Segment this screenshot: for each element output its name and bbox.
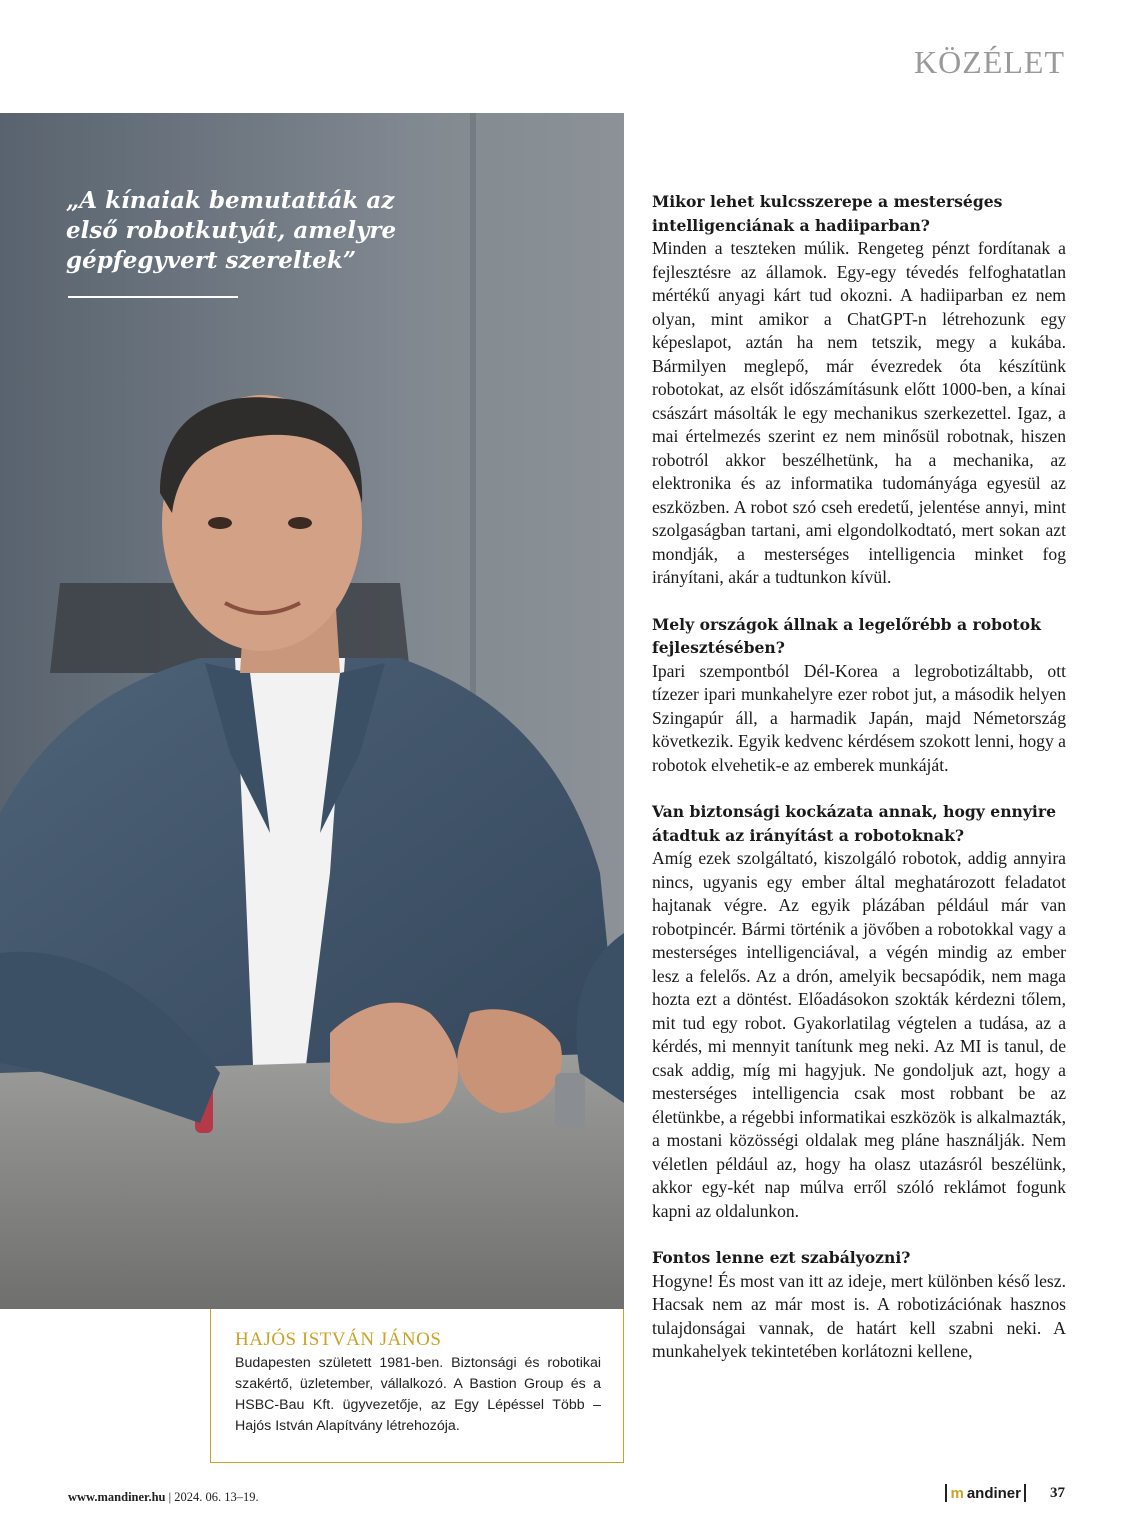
logo-rest: andiner — [966, 1484, 1021, 1502]
question: Fontos lenne ezt szabályozni? — [652, 1248, 911, 1267]
mandiner-logo — [945, 1484, 1026, 1502]
article-column — [652, 190, 1066, 1387]
answer: Amíg ezek szolgáltató, kiszolgáló robotok, addig annyira nincs, ugyanis egy ember által meghatározott feladatot hajtanak végre. Az egyik plázában például már van robotpincér. Bármi történik a jövőben a robotokkal vagy a mesterséges intelligenciával, a végén mindig az ember lesz a felelős. Az a drón, amelyik becsapódik, nem maga hozta ezt a döntést. Előadásokon szokták kérdezni tőlem, mit tud egy robot. Gyakorlatilag végtelen a tudása, az a kérdés, mi mennyit tanítunk meg neki. Az MI is tanul, de csak addig, míg mi hagyjuk. Ne gondoljuk azt, hogy a mesterséges intelligencia csak most robbant be az életünkbe, a régebbi informatikai eszközök is alkalmazták, a mostani közösségi oldalak meg pláne használják. Nem véletlen például az, hogy ha olasz utazásról beszélünk, akkor egy-két nap múlva erről szóló reklámot fogunk kapni az oldalunkon. — [652, 848, 1066, 1221]
answer: Ipari szempontból Dél-Korea a legrobotizáltabb, ott tízezer ipari munkahelyre ezer robot jut, a második helyen Szingapúr áll, a harmadik Japán, majd Németország következik. Egyik kedvenc kérdésem szokott lenni, hogy a robotok elvehetik-e az emberek munkáját. — [652, 660, 1066, 775]
bio-name: HAJÓS ISTVÁN JÁNOS — [235, 1329, 442, 1350]
question: Mely országok állnak a legelőrébb a robotok fejlesztésében? — [652, 614, 1041, 657]
logo-m: m — [950, 1484, 964, 1502]
qa-block — [652, 190, 1066, 590]
question: Mikor lehet kulcsszerepe a mesterséges intelligenciának a hadiiparban? — [652, 192, 1003, 235]
pull-quote: „A kínaiak bemutatták az első robotkutyát, amelyre gépfegyvert szereltek” — [66, 187, 397, 274]
qa-block — [652, 800, 1066, 1223]
logo-bar-left — [945, 1484, 947, 1502]
portrait-illustration — [0, 113, 624, 1309]
qa-block — [652, 1246, 1066, 1364]
page-number: 37 — [1050, 1484, 1065, 1501]
section-label: KÖZÉLET — [914, 44, 1065, 80]
footer-info — [68, 1490, 259, 1505]
logo-bar-right — [1024, 1484, 1026, 1502]
footer-site[interactable]: www.mandiner.hu — [68, 1490, 166, 1504]
bio-text: Budapesten született 1981-ben. Biztonsági és robotikai szakértő, üzletember, vállalkozó. A Bastion Group és a HSBC-Bau Kft. ügyvezetője, az Egy Lépéssel Több – Hajós István Alapítvány létrehozója. — [235, 1355, 601, 1434]
footer-date: 2024. 06. 13–19. — [174, 1490, 259, 1504]
answer: Minden a teszteken múlik. Rengeteg pénzt fordítanak a fejlesztésre az államok. Egy-egy tévedés felfoghatatlan mértékű anyagi kárt tud okozni. A hadiiparban ez nem olyan, mint amikor a ChatGPT-n létrehozunk egy képeslapot, aztán ha nem tetszik, megy a kukába. Bármilyen meglepő, már évezredek óta készítünk robotokat, az elsőt időszámításunk előtt 1000-ben, a kínai császárt másolták le egy mechanikus szerkezettel. Igaz, a mai értelmezés szerint ez nem minősül robotnak, hiszen robotról akkor beszélhetünk, ha a mechanika, az elektronika és az informatika tudományága egyesül az eszközben. A robot szó cseh eredetű, jelentése annyi, mint szolgaságban tartani, ami elgondolkodtató, mert sokan azt mondják, a mesterséges intelligencia minket fog irányítani, akár a tudtunkon kívül. — [652, 238, 1066, 587]
bio-box — [210, 1309, 624, 1463]
footer-separator: | — [168, 1490, 172, 1504]
question: Van biztonsági kockázata annak, hogy ennyire átadtuk az irányítást a robotoknak? — [652, 802, 1056, 845]
qa-block — [652, 613, 1066, 778]
quote-divider — [68, 296, 238, 298]
answer: Hogyne! És most van itt az ideje, mert különben késő lesz. Hacsak nem az már most is. A robotizációnak hasznos tulajdonságai vannak, de határt kell szabni neki. A munkahelyek tekintetében korlátozni kellene, — [652, 1270, 1066, 1361]
footer-brand — [945, 1484, 1065, 1502]
portrait-photo — [0, 113, 624, 1309]
